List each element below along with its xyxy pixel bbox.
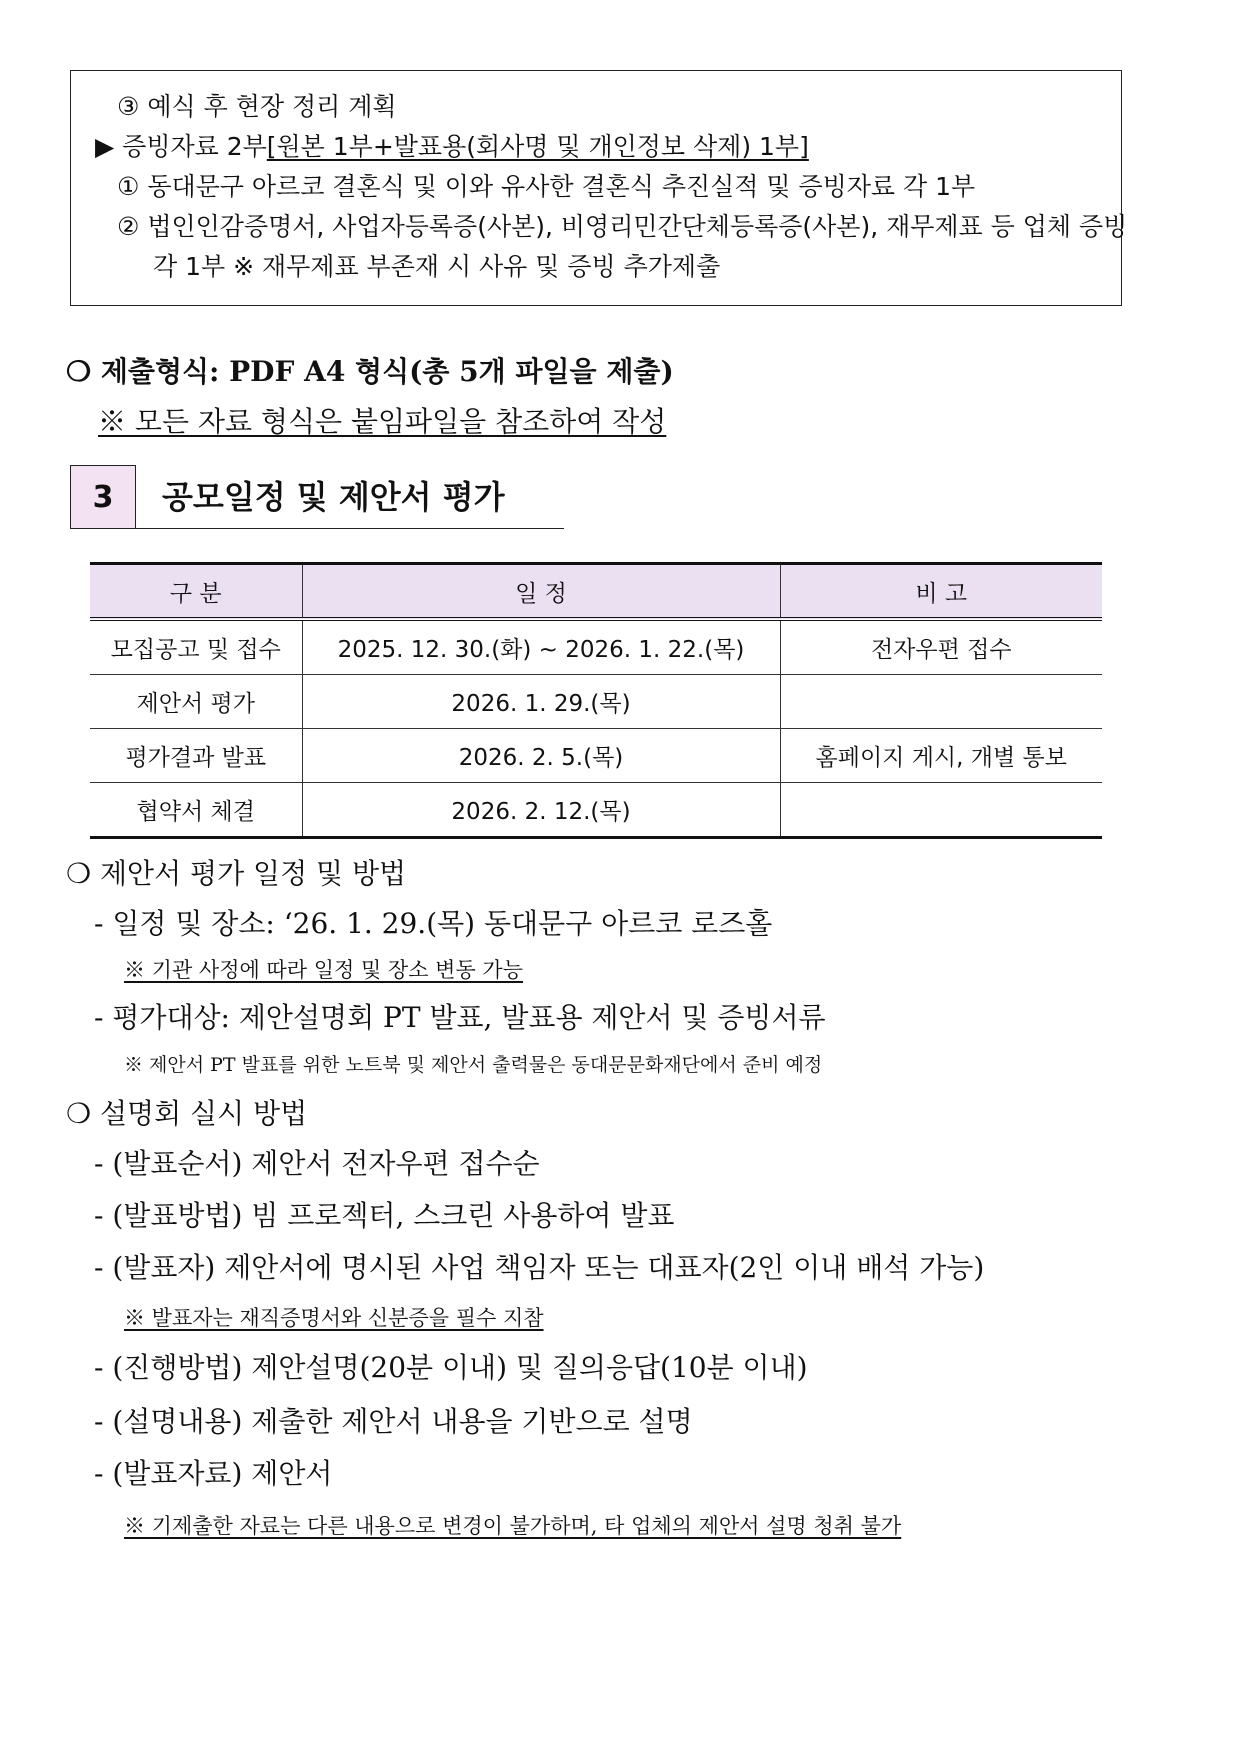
box-line-evidence bbox=[95, 127, 809, 163]
evaluation-target: - 평가대상: 제안설명회 PT 발표, 발표용 제안서 및 증빙서류 bbox=[94, 1001, 826, 1034]
evidence-detail: [원본 1부+발표용(회사명 및 개인정보 삭제) 1부] bbox=[266, 132, 809, 161]
schedule-table bbox=[90, 562, 1102, 839]
table-row bbox=[90, 783, 1102, 838]
evaluation-heading: ❍ 제안서 평가 일정 및 방법 bbox=[66, 857, 407, 890]
briefing-process: - (진행방법) 제안설명(20분 이내) 및 질의응답(10분 이내) bbox=[94, 1351, 808, 1384]
evaluation-note-equipment: ※ 제안서 PT 발표를 위한 노트북 및 제안서 출력물은 동대문문화재단에서 준비 예정 bbox=[124, 1054, 823, 1076]
header-remarks: 비 고 bbox=[780, 564, 1102, 620]
header-date: 일 정 bbox=[302, 564, 780, 620]
cell-date: 2026. 2. 5.(목) bbox=[302, 729, 780, 783]
cell-date: 2026. 1. 29.(목) bbox=[302, 675, 780, 729]
table-row bbox=[90, 619, 1102, 675]
requirements-box bbox=[70, 70, 1128, 306]
table-header-row bbox=[90, 564, 1102, 620]
cell-category: 모집공고 및 접수 bbox=[90, 619, 302, 675]
box-line-company-docs-cont: 각 1부 ※ 재무제표 부존재 시 사유 및 증빙 추가제출 bbox=[153, 252, 721, 281]
box-line-company-docs: ② 법인인감증명서, 사업자등록증(사본), 비영리민간단체등록증(사본), 재무제표 등 업체 증빙 bbox=[117, 212, 1128, 241]
evaluation-note-change: ※ 기관 사정에 따라 일정 및 장소 변동 가능 bbox=[124, 958, 523, 982]
box-line-track-record: ① 동대문구 아르코 결혼식 및 이와 유사한 결혼식 추진실적 및 증빙자료 각 1부 bbox=[117, 172, 976, 201]
evaluation-date-place: - 일정 및 장소: ‘26. 1. 29.(목) 동대문구 아르코 로즈홀 bbox=[94, 907, 773, 940]
briefing-method: - (발표방법) 빔 프로젝터, 스크린 사용하여 발표 bbox=[94, 1199, 675, 1232]
cell-remarks bbox=[780, 783, 1102, 838]
briefing-content: - (설명내용) 제출한 제안서 내용을 기반으로 설명 bbox=[94, 1405, 693, 1438]
briefing-heading: ❍ 설명회 실시 방법 bbox=[66, 1097, 308, 1130]
table-row bbox=[90, 675, 1102, 729]
cell-date: 2025. 12. 30.(화) ~ 2026. 1. 22.(목) bbox=[302, 619, 780, 675]
briefing-note-no-change: ※ 기제출한 자료는 다른 내용으로 변경이 불가하며, 타 업체의 제안서 설명 청취 불가 bbox=[124, 1514, 902, 1538]
cell-date: 2026. 2. 12.(목) bbox=[302, 783, 780, 838]
evidence-label: ▶ 증빙자료 2부 bbox=[95, 132, 267, 161]
cell-category: 협약서 체결 bbox=[90, 783, 302, 838]
table-row bbox=[90, 729, 1102, 783]
submission-note: ※ 모든 자료 형식은 붙임파일을 참조하여 작성 bbox=[98, 405, 667, 438]
section-number: 3 bbox=[70, 465, 136, 529]
cell-remarks bbox=[780, 675, 1102, 729]
cell-category: 제안서 평가 bbox=[90, 675, 302, 729]
section-title: 공모일정 및 제안서 평가 bbox=[162, 478, 505, 516]
submission-format: ❍ 제출형식: PDF A4 형식(총 5개 파일을 제출) bbox=[66, 355, 674, 388]
cell-remarks: 전자우편 접수 bbox=[780, 619, 1102, 675]
cell-remarks: 홈페이지 게시, 개별 통보 bbox=[780, 729, 1102, 783]
header-category: 구 분 bbox=[90, 564, 302, 620]
box-line-plan: ③ 예식 후 현장 정리 계획 bbox=[117, 92, 397, 121]
briefing-order: - (발표순서) 제안서 전자우편 접수순 bbox=[94, 1147, 540, 1180]
briefing-materials: - (발표자료) 제안서 bbox=[94, 1457, 333, 1490]
section-underline bbox=[136, 528, 564, 529]
briefing-note-id: ※ 발표자는 재직증명서와 신분증을 필수 지참 bbox=[124, 1306, 544, 1330]
briefing-presenter: - (발표자) 제안서에 명시된 사업 책임자 또는 대표자(2인 이내 배석 가능) bbox=[94, 1251, 985, 1284]
cell-category: 평가결과 발표 bbox=[90, 729, 302, 783]
